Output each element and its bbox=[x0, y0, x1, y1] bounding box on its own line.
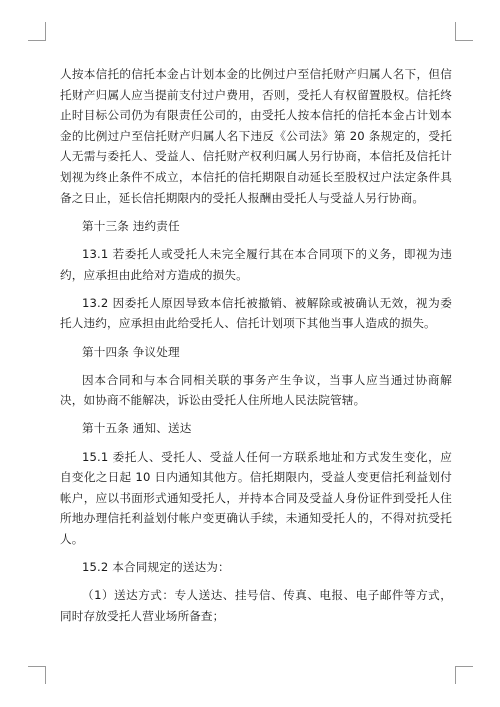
clause-13-1: 13.1 若委托人或受托人未完全履行其在本合同项下的义务，即视为违约，应承担由此给对方造成的损失。 bbox=[60, 246, 452, 282]
crop-mark-top-left-h bbox=[28, 40, 46, 41]
article-13-heading: 第十三条 违约责任 bbox=[82, 218, 180, 233]
clause-15-2-item-1: （1）送达方式：专人送达、挂号信、传真、电报、电子邮件等方式，同时存放受托人营业场所备查； bbox=[60, 588, 452, 623]
clause-13-2: 13.2 因委托人原因导致本信托被撤销、被解除或被确认无效，视为委托人违约，应承担由此给受托人、信托计划项下其他当事人造成的损失。 bbox=[60, 295, 452, 331]
crop-mark-bottom-left-h bbox=[28, 666, 46, 667]
clause-15-2: 15.2 本合同规定的送达为： bbox=[82, 560, 230, 575]
crop-mark-bottom-left-v bbox=[45, 666, 46, 684]
document-body bbox=[60, 64, 452, 634]
clause-15-1: 15.1 委托人、受托人、受益人任何一方联系地址和方式发生变化，应自变化之日起 10 日内通知其他方。信托期限内，受益人变更信托利益划付帐户，应以书面形式通知受托人，并持本合同及受益人身份证件到受托人住所地办理信托利益划付帐户变更确认手续，未通知受托人的，不得对抗受托人。 bbox=[60, 449, 452, 547]
article-14-heading: 第十四条 争议处理 bbox=[82, 344, 180, 359]
crop-mark-top-right-h bbox=[455, 40, 473, 41]
crop-mark-top-left-v bbox=[45, 22, 46, 40]
paragraph-continuation: 人按本信托的信托本金占计划本金的比例过户至信托财产归属人名下，但信托财产归属人应当提前支付过户费用，否则，受托人有权留置股权。信托终止时目标公司仍为有限责任公司的，由受托人按本信托的信托本金占计划本金的比例过户至信托财产归属人名下违反《公司法》第 20 条规定的，受托人无需与委托人、受益人、信托财产权利归属人另行协商，本信托及信托计划视为终止条件不成立，本信托的信托期限自动延长至股权过户法定条件具备之日止，延长信托期限内的受托人报酬由受托人与受益人另行协商。 bbox=[60, 67, 452, 205]
article-15-heading: 第十五条 通知、送达 bbox=[82, 421, 192, 436]
crop-mark-bottom-right-v bbox=[455, 666, 456, 684]
crop-mark-bottom-right-h bbox=[455, 666, 473, 667]
clause-14-text: 因本合同和与本合同相关联的事务产生争议，当事人应当通过协商解决，如协商不能解决，诉讼由受托人住所地人民法院管辖。 bbox=[60, 372, 452, 408]
crop-mark-top-right-v bbox=[455, 22, 456, 40]
